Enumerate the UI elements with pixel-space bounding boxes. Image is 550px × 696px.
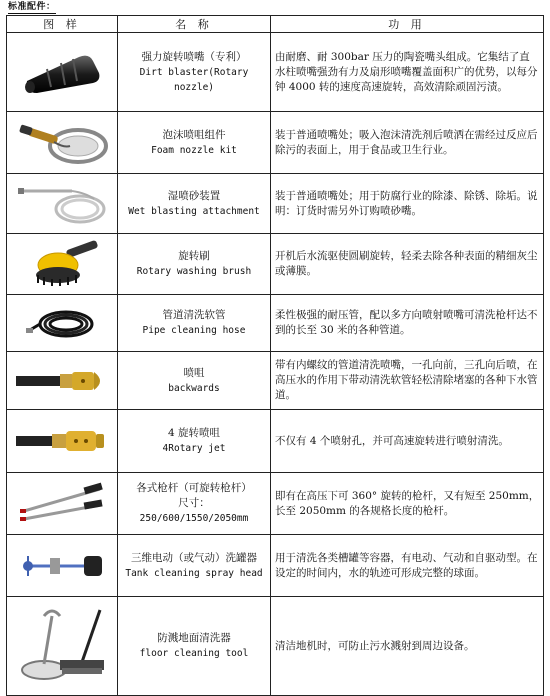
header-name: 名 称	[118, 16, 271, 33]
lance-icon	[16, 481, 108, 527]
table-row	[7, 597, 544, 696]
wet-blasting-icon	[14, 181, 110, 227]
header-image: 图 样	[7, 16, 118, 33]
rotary-nozzle-icon	[17, 47, 107, 97]
table-row	[7, 33, 544, 112]
item-name-cn: 防溅地面清洗器	[157, 632, 231, 644]
item-function: 带有内螺纹的管道清洗喷嘴，一孔向前，三孔向后喷，在高压水的作用下带动清洗软管轻松清除堵塞的各种下水管道。	[271, 352, 544, 410]
item-name-cn: 4 旋转喷咀	[167, 427, 221, 439]
accessories-table	[6, 15, 544, 696]
floor-cleaner-icon	[14, 602, 110, 690]
item-name-cn: 泡沫喷咀组件	[162, 128, 226, 141]
item-function: 柔性极强的耐压管，配以多方向喷射喷嘴可清洗枪杆达不到的长至 30 米的各种管道。	[271, 295, 544, 352]
item-function: 装于普通喷嘴处；吸入泡沫清洗剂后喷洒在需经过反应后除污的表面上，用于食品或卫生行业。	[271, 112, 544, 174]
item-name-cn: 旋转刷	[178, 250, 210, 262]
item-name-cn: 三维电动（或气动）洗罐器	[131, 551, 257, 564]
header-function: 功 用	[271, 16, 544, 33]
item-name-cn: 湿喷砂装置	[167, 189, 221, 202]
table-row	[7, 535, 544, 597]
foam-nozzle-icon	[14, 118, 110, 168]
item-function: 由耐磨、耐 300bar 压力的陶瓷嘴头组成。它集结了直水柱喷嘴强劲有力及扇形喷嘴覆盖面积广的优势，以每分钟 4000 转的速度高速旋转，高效清除顽固污渍。	[271, 33, 544, 112]
item-name-en: Rotary washing brush	[136, 266, 252, 277]
item-name-en: floor cleaning tool	[139, 648, 249, 659]
item-sizes: 250/600/1550/2050mm	[139, 513, 249, 524]
table-row	[7, 234, 544, 295]
item-function: 用于清洗各类槽罐等容器，有电动、气动和自驱动型。在设定的时间内，水的轨迹可形成完整的球面。	[271, 535, 544, 597]
item-function: 清洁地机时，可防止污水溅射到周边设备。	[271, 597, 544, 696]
table-row	[7, 352, 544, 410]
item-name-cn: 管道清洗软管	[162, 309, 226, 321]
item-function: 不仅有 4 个喷射孔，并可高速旋转进行喷射清洗。	[271, 410, 544, 473]
item-name-en: Pipe cleaning hose	[142, 325, 246, 336]
caption-label: 标准配件：	[8, 2, 56, 12]
table-row	[7, 174, 544, 234]
item-name-en: 4Rotary jet	[162, 443, 226, 454]
item-size-label: 尺寸：	[178, 497, 210, 509]
table-row	[7, 410, 544, 473]
pipe-hose-icon	[22, 300, 102, 346]
item-name-cn: 强力旋转喷嘴（专利）	[141, 50, 247, 63]
item-name-en: Wet blasting attachment	[128, 205, 260, 217]
item-function: 开机后水流驱使圆刷旋转，轻柔去除各种表面的精细灰尘或薄膜。	[271, 234, 544, 295]
item-name-en: Tank cleaning spray head	[125, 567, 263, 579]
header-row	[7, 16, 544, 33]
item-function: 即有在高压下可 360° 旋转的枪杆，又有短至 250mm，长至 2050mm 的各规格长度的枪杆。	[271, 473, 544, 535]
table-row	[7, 112, 544, 174]
item-name-cn: 喷咀	[183, 366, 205, 379]
item-name-en: Foam nozzle kit	[151, 144, 237, 156]
item-name-en: Dirt blaster(Rotary nozzle)	[139, 66, 249, 93]
table-row	[7, 473, 544, 535]
item-name-cn: 各式枪杆（可旋转枪杆）	[136, 482, 252, 494]
item-function: 装于普通喷嘴处；用于防腐行业的除漆、除锈、除垢。说明：订货时需另外订购喷砂嘴。	[271, 174, 544, 234]
rotary-brush-icon	[22, 239, 102, 289]
tank-spray-head-icon	[14, 546, 110, 586]
rotary-jet-icon	[14, 426, 110, 456]
item-name-en: backwards	[168, 382, 220, 394]
table-row	[7, 295, 544, 352]
backwards-nozzle-icon	[14, 366, 110, 396]
